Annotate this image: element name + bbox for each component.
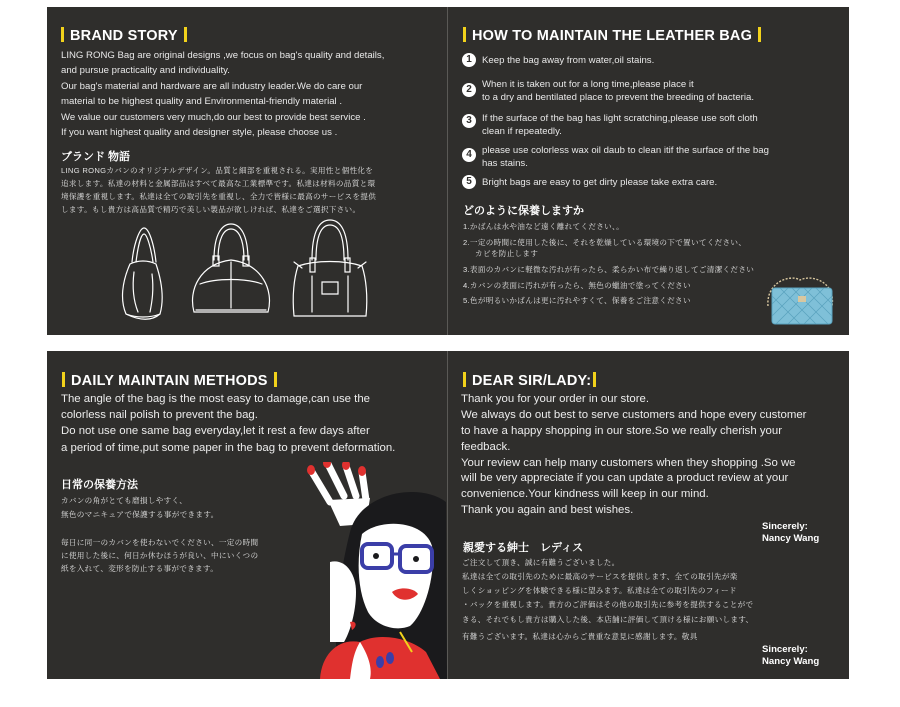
jp-signature-name: Nancy Wang [762, 656, 820, 667]
dear-jp-line: 有難うございます。私達は心からご貴重な意見に感謝します。敬具 [462, 632, 698, 641]
brand-story-jp-line: します。もし貴方は高品質で精巧で美しい製品が欲しければ、私達をご選択下さい。 [61, 205, 361, 214]
brand-story-line: We value our customers very much,do our best to provide best service . [61, 112, 366, 123]
dome-bag-sketch-icon [186, 220, 276, 320]
dear-line: convenience.Your kindness will keep in our mind. [461, 488, 709, 500]
title-bar-right [274, 372, 277, 387]
daily-jp-line: カバンの角がとても磨損しやすく、 [61, 496, 188, 505]
dear-jp-title: 親愛する紳士 レディス [463, 542, 584, 554]
daily-line: Do not use one same bag everyday,let it rest a few days after [61, 425, 370, 437]
dear-title-text: DEAR SIR/LADY: [472, 373, 592, 389]
maintain-title-text: HOW TO MAINTAIN THE LEATHER BAG [472, 28, 753, 44]
title-bar-left [463, 372, 466, 387]
daily-title-text: DAILY MAINTAIN METHODS [71, 373, 268, 389]
daily-title [56, 372, 283, 389]
maintain-jp-line: 1.かばんは水や油など遠く離れてください、。 [463, 222, 625, 231]
maintain-item-line: clean if repeatedly. [482, 126, 562, 137]
dear-jp-line: きる、それでもし貴方は購入した後、本店舗に評価して頂ける様にお願いします、 [462, 615, 754, 624]
daily-jp-title: 日常の保養方法 [61, 479, 138, 491]
maintain-jp-line: 4.カバンの表面に汚れが有ったら、無色の蠟油で塗ってください [463, 281, 691, 290]
maintain-jp-line: 3.表面のカバンに軽微な汚れが有ったら、柔らかい布で繰り返してご清潔ください [463, 265, 755, 274]
woman-illustration-icon [300, 462, 447, 679]
brand-story-line: If you want highest quality and designer style, please choose us . [61, 127, 338, 138]
maintain-jp-line: 2.一定の時間に使用した後に、それを乾燥している環境の下で置いてください、 [463, 238, 747, 247]
number-badge: 1 [462, 53, 476, 67]
maintain-item-line: Keep the bag away from water,oil stains. [482, 55, 655, 66]
dear-jp-line: しくショッピングを体験できる様に望みます。私達は全ての取引先のフィード [462, 586, 737, 595]
maintain-item-line: If the surface of the bag has light scratching,please use soft cloth [482, 113, 758, 124]
top-divider [447, 7, 448, 335]
dear-line: We always do out best to serve customers and hope every customer [461, 409, 807, 421]
title-bar-left [61, 27, 64, 42]
brand-story-line: LING RONG Bag are original designs ,we focus on bag's quality and details, [61, 50, 385, 61]
brand-story-line: Our bag's material and hardware are all industry leader.We do care our [61, 81, 363, 92]
maintain-item-line: please use colorless wax oil daub to clean itif the surface of the bag [482, 145, 769, 156]
daily-line: colorless nail polish to prevent the bag. [61, 409, 258, 421]
daily-jp-line: 毎日に同一のカバンを使わないでください、一定の時間 [61, 538, 259, 547]
number-badge: 4 [462, 148, 476, 162]
jp-signature-label: Sincerely: [762, 644, 808, 655]
dear-line: Thank you for your order in our store. [461, 393, 650, 405]
title-bar-right [758, 27, 761, 42]
brand-story-title [55, 27, 193, 44]
daily-line: The angle of the bag is the most easy to damage,can use the [61, 393, 371, 405]
maintain-jp-title: どのように保養しますか [463, 205, 584, 217]
dear-jp-line: ・バックを重視します。貴方のご評価はその他の取引先に参考を提供することがで [462, 600, 754, 609]
signature-name: Nancy Wang [762, 533, 820, 544]
title-bar-right [593, 372, 596, 387]
dear-jp-line: ご注文して頂き、誠に有難うございました。 [462, 558, 620, 567]
daily-line: a period of time,put some paper in the bag to prevent deformation. [61, 442, 396, 454]
number-badge: 5 [462, 175, 476, 189]
bottom-divider [447, 351, 448, 679]
brand-story-jp-line: 境保護を重視します。私達は全ての取引先を重視し、全力で皆様に最高のサービスを提供 [61, 192, 377, 201]
maintain-jp-line: 5.色が明るいかばんは更に汚れやすくて、保養をご注意ください [463, 296, 691, 305]
dear-line: Thank you again and best wishes. [461, 504, 634, 516]
maintain-item-line: When it is taken out for a long time,please place it [482, 79, 694, 90]
daily-jp-line: 無色のマニキュアで保護する事ができます。 [61, 510, 219, 519]
maintain-item-line: has stains. [482, 158, 528, 169]
tote-bag-sketch-icon [288, 216, 372, 322]
dear-line: will be very appreciate if you can update a product review at your [461, 472, 789, 484]
daily-jp-line: に使用した後に、何日か休むほうが良い、中にいくつの [61, 551, 259, 560]
number-badge: 2 [462, 83, 476, 97]
maintain-item-line: to a dry and bentilated place to prevent the breeding of bacteria. [482, 92, 755, 103]
maintain-title [457, 27, 767, 44]
dear-jp-line: 私達は全ての取引先のために最高のサービスを提供します、全ての取引先が楽 [462, 572, 738, 581]
dear-line: feedback. [461, 441, 511, 453]
dear-line: to have a happy shopping in our store.So we really cherish your [461, 425, 783, 437]
signature-label: Sincerely: [762, 521, 808, 532]
maintain-jp-line: カビを防止します [463, 249, 539, 258]
brand-story-line: and pursue practicality and individuality. [61, 65, 230, 76]
dear-title [457, 372, 602, 389]
dear-line: Your review can help many customers when they shopping .So we [461, 457, 796, 469]
daily-jp-line: 紙を入れて、変形を防止する事ができます。 [61, 564, 219, 573]
title-bar-right [184, 27, 187, 42]
brand-story-title-text: BRAND STORY [70, 28, 178, 44]
maintain-item-line: Bright bags are easy to get dirty please take extra care. [482, 177, 718, 188]
brand-story-line: material to be highest quality and Environmental-friendly material . [61, 96, 343, 107]
brand-story-jp-line: 追求します。私達の材料と金属部品はすべて最高な工業標準です。私達は材料の品質と環 [61, 179, 376, 188]
title-bar-left [62, 372, 65, 387]
hobo-bag-sketch-icon [112, 222, 172, 322]
brand-story-jp-line: LING RONGカバンのオリジナルデザイン。品質と細部を重視される。実用性と個性化を [61, 166, 374, 175]
brand-story-jp-title: ブランド 物語 [61, 151, 131, 163]
number-badge: 3 [462, 114, 476, 128]
title-bar-left [463, 27, 466, 42]
quilted-chain-bag-icon [760, 272, 840, 332]
